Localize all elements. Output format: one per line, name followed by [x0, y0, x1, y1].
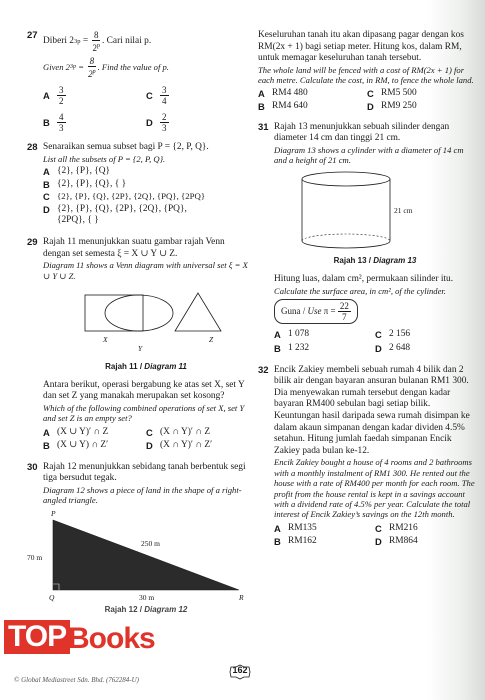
question-text-en: Diagram 12 shows a piece of land in the shape of a right-angled triangle.	[43, 484, 242, 506]
option-d[interactable]: D $\frac{2}{3}$	[146, 112, 167, 133]
question-30-continued	[258, 30, 476, 113]
question-31	[258, 122, 476, 355]
vertex-r: R	[239, 592, 244, 602]
label-y: Y	[138, 343, 143, 353]
option-d[interactable]: D 2 648	[375, 342, 411, 354]
question-text-ms: Keseluruhan tanah itu akan dipasang pagar dengan kos RM(2x + 1) bagi setiap meter. Hitung kos, dalam RM, untuk memagar keseluruhan tanah tersebut.	[258, 30, 464, 64]
question-text2-en: Which of the following combined operations of set X, set Y and set Z is an empty set?	[43, 402, 245, 424]
option-d[interactable]: D {2}, {P}, {Q}, {2P}, {2Q}, {PQ}, {2PQ}, { }	[43, 203, 187, 226]
label-z: Z	[209, 334, 214, 344]
question-text-en: Diagram 13 shows a cylinder with a diameter of 14 cm and a height of 21 cm.	[274, 144, 464, 166]
answer-options	[258, 88, 476, 113]
question-text-en: List all the subsets of P = {2, P, Q}.	[43, 153, 166, 164]
option-d[interactable]: D (X ∩ Y)′ ∩ Z′	[146, 440, 213, 452]
cylinder-bottom-front	[302, 241, 390, 248]
option-c[interactable]: C RM216	[375, 522, 418, 534]
question-29	[27, 237, 249, 452]
vertex-q: Q	[49, 592, 55, 602]
question-number: 30	[27, 461, 38, 473]
logo-top-text: TOP	[4, 620, 70, 654]
question-number: 32	[258, 364, 269, 376]
question-text2-ms: Antara berikut, operasi bergabung ke atas set X, set Y dan set Z yang manakah merupakan set kosong?	[43, 379, 245, 402]
question-text-en: Diagram 11 shows a Venn diagram with universal set ξ = X ∪ Y ∪ Z.	[43, 260, 248, 281]
fraction: $\frac{8}{2^p}$	[88, 56, 96, 79]
figure-caption: Rajah 11 / Diagram 11	[105, 361, 187, 371]
question-number: 31	[258, 121, 269, 133]
answer-options	[43, 85, 249, 133]
question-text2-ms: Hitung luas, dalam cm², permukaan silinder itu.	[274, 274, 454, 285]
option-a[interactable]: A (X ∪ Y)′ ∩ Z	[43, 426, 109, 438]
answer-options	[43, 166, 249, 227]
question-text2-en: Calculate the surface area, in cm², of the cylinder.	[274, 285, 446, 296]
option-d[interactable]: D RM9 250	[367, 101, 417, 113]
question-28	[27, 142, 249, 227]
option-a[interactable]: A {2}, {P}, {Q}	[43, 166, 111, 177]
question-number: 27	[27, 30, 38, 41]
question-text-ms: Senaraikan semua subset bagi P = {2, P, Q}.	[43, 142, 209, 152]
question-number: 29	[27, 236, 38, 248]
label-x: X	[103, 334, 108, 344]
option-c[interactable]: C 2 156	[375, 329, 411, 341]
option-b[interactable]: B 1 232	[274, 342, 310, 354]
question-text-en: Encik Zakiey bought a house of 4 rooms and 2 bathrooms with a monthly instalment of RM1 300. He rented out the house with a rate of RM400 per month for each room. The profit from the house rental is kept in a savings account with a dividend rate of 4.5% per year. Calculate the total interest of Encik Zakiey’s savings on the 12th month.	[274, 457, 475, 520]
set-y-ellipse	[105, 295, 173, 331]
use-pi-note: Guna / Use π = $\frac{22}{7}$	[274, 299, 358, 324]
option-c[interactable]: C (X ∩ Y)′ ∩ Z	[146, 426, 211, 438]
option-a[interactable]: A RM135	[274, 522, 317, 534]
venn-diagram	[43, 291, 249, 357]
right-column	[258, 30, 476, 558]
question-number: 28	[27, 142, 38, 153]
topbooks-logo	[4, 620, 155, 670]
answer-options	[274, 523, 476, 548]
option-b[interactable]: B RM4 640	[258, 101, 308, 113]
side-qr-length: 30 m	[139, 592, 155, 602]
land-triangle	[53, 520, 239, 590]
triangle-diagram	[27, 508, 249, 602]
option-b[interactable]: B {2}, {P}, {Q}, { }	[43, 178, 127, 190]
option-c[interactable]: C RM5 500	[367, 87, 417, 99]
question-text-ms: Rajah 11 menunjukkan suatu gambar rajah Venn dengan set semesta ξ = X ∪ Y ∪ Z.	[43, 236, 225, 259]
answer-options	[43, 427, 249, 452]
set-z-triangle	[175, 293, 221, 331]
option-c[interactable]: C {2}, {P}, {Q}, {2P}, {2Q}, {PQ}, {2PQ}	[43, 191, 206, 203]
side-pq-length: 70 m	[27, 552, 43, 562]
option-a[interactable]: A RM4 480	[258, 87, 308, 99]
question-text-ms: Diberi 2 3p = $\frac{8}{2^p}$ . Cari nilai p.	[43, 30, 152, 53]
page-number: 162	[228, 664, 252, 680]
question-text-ms: Rajah 13 menunjukkan sebuah silinder dengan diameter 14 cm dan tinggi 21 cm.	[274, 121, 450, 144]
fraction: $\frac{8}{2^p}$	[92, 30, 100, 53]
question-text-ms: Encik Zakiey membeli sebuah rumah 4 bilik dan 2 bilik air dengan bayaran ansuran bulanan RM1 300. Dia menyewakan rumah tersebut dengan kadar bayaran RM400 sebulan bagi setiap bilik. Keuntungan hasil daripada sewa rumah disimpan ke dalam akaun simpanan dengan kadar dividen 4.5% setahun. Hitung jumlah faedah simpanan Encik Zakiey pada bulan ke-12.	[274, 364, 470, 456]
question-text-en: Given 2 3p = $\frac{8}{2^p}$ . Find the value of p.	[43, 56, 169, 79]
option-a[interactable]: A 1 078	[274, 329, 310, 341]
figure-caption: Rajah 12 / Diagram 12	[104, 604, 188, 614]
question-27	[27, 30, 249, 133]
cylinder-diagram	[274, 171, 476, 251]
option-d[interactable]: D RM864	[375, 536, 418, 548]
height-label: 21 cm	[394, 205, 413, 215]
venn-diagram-svg	[43, 291, 249, 351]
option-b[interactable]: B $\frac{4}{3}$	[43, 112, 64, 133]
option-b[interactable]: B RM162	[274, 536, 317, 548]
side-pr-length: 250 m	[141, 538, 160, 548]
question-30	[27, 462, 249, 616]
cylinder-bottom-back	[302, 234, 390, 241]
cylinder-svg	[296, 171, 436, 251]
option-a[interactable]: A $\frac{3}{2}$	[43, 85, 64, 106]
logo-books-text: Books	[68, 622, 155, 655]
question-text-ms: Rajah 12 menunjukkan sebidang tanah berbentuk segi tiga bersudut tegak.	[43, 461, 246, 484]
option-b[interactable]: B (X ∪ Y) ∩ Z′	[43, 440, 109, 452]
cylinder-top	[302, 172, 390, 186]
figure-caption: Rajah 13 / Diagram 13	[333, 255, 417, 265]
left-column	[27, 30, 249, 625]
triangle-svg	[43, 512, 249, 600]
question-32	[258, 365, 476, 548]
question-text-en: The whole land will be fenced with a cost of RM(2x + 1) for each metre. Calculate the cost, in RM, to fence the whole land.	[258, 64, 474, 86]
vertex-p: P	[51, 508, 56, 518]
option-c[interactable]: C $\frac{3}{4}$	[146, 85, 167, 106]
pi-fraction: $\frac{22}{7}$	[339, 301, 349, 323]
copyright-notice: © Global Mediastreet Sdn. Bhd. (762284-U)	[14, 676, 140, 684]
answer-options	[274, 329, 476, 354]
